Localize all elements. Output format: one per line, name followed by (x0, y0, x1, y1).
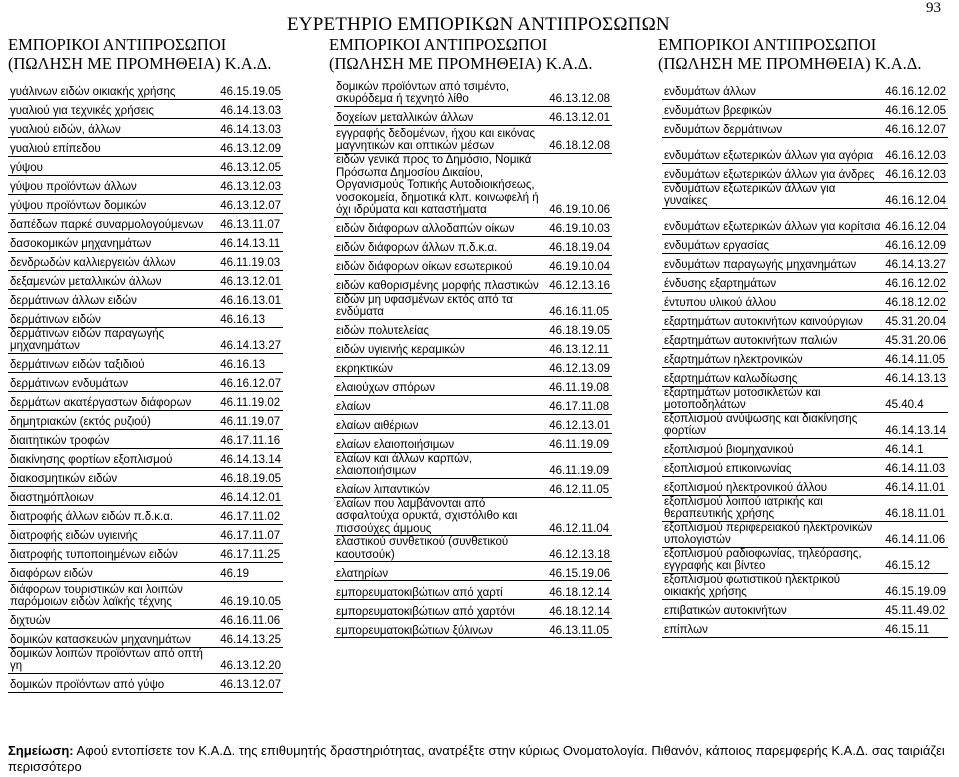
kad-code: 46.18.19.05 (547, 319, 612, 338)
activity-description: εκρηκτικών (334, 357, 547, 376)
kad-code: 46.15.11 (883, 618, 948, 637)
index-row (662, 208, 948, 234)
index-row (334, 357, 612, 376)
index-row (334, 619, 612, 638)
footnote (8, 743, 948, 775)
kad-code: 46.12.11.05 (547, 478, 612, 497)
index-row (334, 153, 612, 217)
kad-code: 46.16.12.07 (218, 372, 283, 391)
kad-code: 46.18.12.14 (547, 581, 612, 600)
index-row (662, 329, 948, 348)
activity-description: εξοπλισμού βιομηχανικού (662, 438, 883, 457)
activity-description: δεξαμενών μεταλλικών άλλων (8, 270, 218, 289)
kad-code: 46.18.12.14 (547, 600, 612, 619)
activity-description: διχτυών (8, 609, 218, 628)
activity-description: ειδών διάφορων οίκων εσωτερικού (334, 255, 547, 274)
kad-code: 46.16.11.06 (218, 609, 283, 628)
index-row (8, 673, 283, 692)
activity-description: δομικών προϊόντων από τσιμέντο, σκυρόδεμα ή τεχνητό λίθο (334, 80, 547, 106)
activity-description: ενδυμάτων εξωτερικών άλλων για κορίτσια (662, 208, 883, 234)
index-row (662, 310, 948, 329)
index-row (334, 478, 612, 497)
kad-code: 46.18.19.04 (547, 236, 612, 255)
activity-description: ενδυμάτων άλλων (662, 80, 883, 99)
activity-description: γύψου (8, 156, 218, 175)
index-row (334, 452, 612, 478)
index-row (8, 251, 283, 270)
index-row (662, 272, 948, 291)
activity-description: εξοπλισμού περιφερειακού ηλεκτρονικών υπολογιστών (662, 521, 883, 547)
activity-description: διαιτητικών τροφών (8, 429, 218, 448)
kad-code: 46.16.12.04 (883, 208, 948, 234)
activity-description: διακίνησης φορτίων εξοπλισμού (8, 448, 218, 467)
kad-code: 46.12.11.04 (547, 497, 612, 536)
activity-description: διατροφής τυποποιημένων ειδών (8, 543, 218, 562)
kad-code: 46.15.19.06 (547, 562, 612, 581)
index-row (662, 547, 948, 573)
activity-description: εξοπλισμού φωτιστικού ηλεκτρικού οικιακής χρήσης (662, 573, 883, 599)
index-row (662, 118, 948, 137)
kad-code: 46.19.10.04 (547, 255, 612, 274)
index-row (662, 599, 948, 618)
index-row (8, 213, 283, 232)
activity-description: ενδυμάτων βρεφικών (662, 99, 883, 118)
activity-description: ελαστικού συνθετικού (συνθετικού καουτσούκ) (334, 536, 547, 562)
activity-description: δημητριακών (εκτός ρυζιού) (8, 410, 218, 429)
index-row (8, 327, 283, 353)
kad-code: 46.17.11.02 (218, 505, 283, 524)
index-row (8, 99, 283, 118)
index-title: ΕΥΡΕΤΗΡΙΟ ΕΜΠΟΡΙΚΩΝ ΑΝΤΙΠΡΟΣΩΠΩΝ (287, 14, 670, 35)
kad-code: 46.16.12.04 (883, 182, 948, 208)
activity-description: εξοπλισμού ανύψωσης και διακίνησης φορτίων (662, 412, 883, 438)
kad-code: 46.19.10.05 (218, 581, 283, 609)
kad-code: 46.13.12.01 (218, 270, 283, 289)
kad-code: 46.14.13.14 (883, 412, 948, 438)
kad-code: 46.19 (218, 562, 283, 581)
kad-code: 46.14.13.14 (218, 448, 283, 467)
activity-description: ενδυμάτων εργασίας (662, 234, 883, 253)
kad-code: 46.14.12.01 (218, 486, 283, 505)
index-row (662, 618, 948, 637)
column-heading-line1: ΕΜΠΟΡΙΚΟΙ ΑΝΤΙΠΡΟΣΩΠΟΙ (8, 35, 227, 54)
activity-description: ενδυμάτων δερμάτινων (662, 118, 883, 137)
index-row (8, 80, 283, 99)
index-row (334, 562, 612, 581)
index-row (334, 433, 612, 452)
kad-code: 46.13.12.07 (218, 194, 283, 213)
index-row (8, 194, 283, 213)
index-row (334, 497, 612, 536)
index-row (8, 524, 283, 543)
index-table (8, 80, 283, 693)
kad-code: 46.13.12.01 (547, 106, 612, 125)
activity-description: ελαίων και άλλων καρπών, ελαιοποιήσιμων (334, 452, 547, 478)
index-row (334, 536, 612, 562)
activity-description: εξαρτημάτων ηλεκτρονικών (662, 348, 883, 367)
column-heading-line2: (ΠΩΛΗΣΗ ΜΕ ΠΡΟΜΗΘΕΙΑ) Κ.Α.Δ. (329, 54, 593, 73)
index-row (8, 543, 283, 562)
activity-description: διατροφής άλλων ειδών π.δ.κ.α. (8, 505, 218, 524)
index-row (8, 353, 283, 372)
kad-code: 46.13.12.05 (218, 156, 283, 175)
index-column-3 (662, 80, 948, 638)
index-row (662, 521, 948, 547)
index-row (334, 255, 612, 274)
activity-description: ειδών καθορισμένης μορφής πλαστικών (334, 274, 547, 293)
index-row (8, 391, 283, 410)
kad-code: 45.11.49.02 (883, 599, 948, 618)
kad-code: 46.15.19.05 (218, 80, 283, 99)
index-row (662, 412, 948, 438)
kad-code: 46.11.19.09 (547, 433, 612, 452)
page-number: 93 (926, 0, 941, 16)
kad-code: 46.16.12.03 (883, 163, 948, 182)
index-table (662, 80, 948, 638)
kad-code: 46.15.12 (883, 547, 948, 573)
kad-code: 46.11.19.03 (218, 251, 283, 270)
index-row (8, 270, 283, 289)
activity-description: γυαλιού επίπεδου (8, 137, 218, 156)
index-row (662, 386, 948, 412)
kad-code: 46.19.10.03 (547, 217, 612, 236)
activity-description: διαστημόπλοιων (8, 486, 218, 505)
column-heading-line1: ΕΜΠΟΡΙΚΟΙ ΑΝΤΙΠΡΟΣΩΠΟΙ (658, 35, 877, 54)
activity-description: ελαίων ελαιοποιήσιμων (334, 433, 547, 452)
activity-description: ελατηρίων (334, 562, 547, 581)
kad-code: 46.16.11.05 (547, 293, 612, 319)
index-row (8, 486, 283, 505)
activity-description: ειδών διάφορων αλλοδαπών οίκων (334, 217, 547, 236)
activity-description: διατροφής ειδών υγιεινής (8, 524, 218, 543)
kad-code: 46.16.12.03 (883, 137, 948, 163)
activity-description: ενδυμάτων εξωτερικών άλλων για άνδρες (662, 163, 883, 182)
activity-description: δοχείων μεταλλικών άλλων (334, 106, 547, 125)
index-row (334, 80, 612, 106)
index-row (662, 137, 948, 163)
kad-code: 46.14.13.11 (218, 232, 283, 251)
index-row (334, 581, 612, 600)
activity-description: εμπορευματοκιβώτιων από χαρτί (334, 581, 547, 600)
index-row (662, 495, 948, 521)
index-row (662, 348, 948, 367)
index-row (334, 600, 612, 619)
activity-description: δερμάτινων ειδών (8, 308, 218, 327)
index-row (8, 289, 283, 308)
activity-description: διάφορων τουριστικών και λοιπών παρόμοιων ειδών λαϊκής τέχνης (8, 581, 218, 609)
kad-code: 46.16.12.02 (883, 272, 948, 291)
kad-code: 46.12.13.18 (547, 536, 612, 562)
kad-code: 46.13.11.05 (547, 619, 612, 638)
activity-description: δαπέδων παρκέ συναρμολογούμενων (8, 213, 218, 232)
kad-code: 46.18.11.01 (883, 495, 948, 521)
kad-code: 46.14.11.06 (883, 521, 948, 547)
footnote-text: Αφού εντοπίσετε τον Κ.Α.Δ. της επιθυμητής δραστηριότητας, ανατρέξτε στην κύριως Ονοματολογία. Πιθανόν, κάποιος παρεμφερής Κ.Α.Δ. σας ταιριάζει περισσότερο (8, 743, 945, 774)
kad-code: 46.17.11.08 (547, 395, 612, 414)
kad-code: 46.11.19.07 (218, 410, 283, 429)
activity-description: ενδυμάτων παραγωγής μηχανημάτων (662, 253, 883, 272)
activity-description: διαφόρων ειδών (8, 562, 218, 581)
index-row (334, 106, 612, 125)
column-heading-line1: ΕΜΠΟΡΙΚΟΙ ΑΝΤΙΠΡΟΣΩΠΟΙ (329, 35, 548, 54)
activity-description: ένδυσης εξαρτημάτων (662, 272, 883, 291)
activity-description: διακοσμητικών ειδών (8, 467, 218, 486)
activity-description: εξαρτημάτων αυτοκινήτων καινούργιων (662, 310, 883, 329)
activity-description: δομικών προϊόντων από γύψο (8, 673, 218, 692)
kad-code: 46.12.13.09 (547, 357, 612, 376)
kad-code: 46.14.13.27 (883, 253, 948, 272)
index-row (662, 457, 948, 476)
kad-code: 46.11.19.02 (218, 391, 283, 410)
activity-description: δερμάτινων ενδυμάτων (8, 372, 218, 391)
kad-code: 46.14.1 (883, 438, 948, 457)
kad-code: 46.17.11.07 (218, 524, 283, 543)
kad-code: 45.31.20.06 (883, 329, 948, 348)
activity-description: ειδών γενικά προς το Δημόσιο, Νομικά Πρόσωπα Δημοσίου Δικαίου, Οργανισμούς Τοπικής Αυτοδιοικήσεως, νοσοκομεία, δημοτικά κλπ. κοινωφελή ή όχι ιδρύματα και καταστήματα (334, 153, 547, 217)
kad-code: 46.18.12.08 (547, 125, 612, 153)
index-row (334, 274, 612, 293)
activity-description: γυαλιού για τεχνικές χρήσεις (8, 99, 218, 118)
index-row (662, 253, 948, 272)
activity-description: εξαρτημάτων μοτοσικλετών και μοτοποδηλάτων (662, 386, 883, 412)
index-row (334, 125, 612, 153)
index-column-1 (8, 80, 283, 693)
kad-code: 46.14.11.03 (883, 457, 948, 476)
kad-code: 46.13.11.07 (218, 213, 283, 232)
kad-code: 46.16.13 (218, 353, 283, 372)
kad-code: 46.11.19.08 (547, 376, 612, 395)
kad-code: 46.14.13.13 (883, 367, 948, 386)
index-row (8, 647, 283, 673)
activity-description: δενδρωδών καλλιεργειών άλλων (8, 251, 218, 270)
activity-description: εξοπλισμού ηλεκτρονικού άλλου (662, 476, 883, 495)
activity-description: εξοπλισμού επικοινωνίας (662, 457, 883, 476)
index-row (8, 175, 283, 194)
column-heading-1 (8, 35, 272, 73)
activity-description: ελαιούχων σπόρων (334, 376, 547, 395)
kad-code: 46.16.12.05 (883, 99, 948, 118)
kad-code: 46.14.13.03 (218, 118, 283, 137)
index-row (334, 217, 612, 236)
index-row (334, 414, 612, 433)
kad-code: 46.13.12.09 (218, 137, 283, 156)
index-row (8, 308, 283, 327)
activity-description: εξαρτημάτων καλωδίωσης (662, 367, 883, 386)
kad-code: 46.17.11.16 (218, 429, 283, 448)
kad-code: 46.14.11.05 (883, 348, 948, 367)
kad-code: 45.40.4 (883, 386, 948, 412)
index-row (334, 395, 612, 414)
activity-description: δερμάτινων ειδών παραγωγής μηχανημάτων (8, 327, 218, 353)
column-heading-2 (329, 35, 593, 73)
column-heading-3 (658, 35, 922, 73)
kad-code: 46.12.13.16 (547, 274, 612, 293)
activity-description: ενδυμάτων εξωτερικών άλλων για γυναίκες (662, 182, 883, 208)
index-row (8, 467, 283, 486)
activity-description: δομικών λοιπών προϊόντων από οπτή γη (8, 647, 218, 673)
index-row (662, 163, 948, 182)
index-row (8, 581, 283, 609)
activity-description: έντυπου υλικού άλλου (662, 291, 883, 310)
index-row (8, 609, 283, 628)
index-table (334, 80, 612, 638)
activity-description: ειδών πολυτελείας (334, 319, 547, 338)
activity-description: εμπορευματοκιβώτιων από χαρτόνι (334, 600, 547, 619)
index-row (662, 234, 948, 253)
activity-description: επιβατικών αυτοκινήτων (662, 599, 883, 618)
index-column-2 (334, 80, 612, 638)
activity-description: ειδών διάφορων άλλων π.δ.κ.α. (334, 236, 547, 255)
activity-description: γύψου προϊόντων δομικών (8, 194, 218, 213)
index-row (662, 182, 948, 208)
index-row (8, 628, 283, 647)
kad-code: 46.13.12.03 (218, 175, 283, 194)
kad-code: 46.11.19.09 (547, 452, 612, 478)
activity-description: γύψου προϊόντων άλλων (8, 175, 218, 194)
kad-code: 46.13.12.07 (218, 673, 283, 692)
index-row (334, 236, 612, 255)
activity-description: εμπορευματοκιβώτιων ξύλινων (334, 619, 547, 638)
index-row (8, 562, 283, 581)
activity-description: ελαίων αιθέριων (334, 414, 547, 433)
kad-code: 46.18.19.05 (218, 467, 283, 486)
activity-description: ελαίων λιπαντικών (334, 478, 547, 497)
index-row (8, 118, 283, 137)
index-row (334, 293, 612, 319)
kad-code: 46.17.11.25 (218, 543, 283, 562)
activity-description: επίπλων (662, 618, 883, 637)
activity-description: ελαίων (334, 395, 547, 414)
activity-description: εξοπλισμού ραδιοφωνίας, τηλεόρασης, εγγραφής και βίντεο (662, 547, 883, 573)
kad-code: 46.14.13.03 (218, 99, 283, 118)
index-row (8, 429, 283, 448)
activity-description: εξαρτημάτων αυτοκινήτων παλιών (662, 329, 883, 348)
kad-code: 46.18.12.02 (883, 291, 948, 310)
activity-description: εξοπλισμού λοιπού ιατρικής και θεραπευτικής χρήσης (662, 495, 883, 521)
kad-code: 46.16.12.02 (883, 80, 948, 99)
index-row (8, 156, 283, 175)
kad-code: 46.16.12.09 (883, 234, 948, 253)
kad-code: 46.16.12.07 (883, 118, 948, 137)
activity-description: γυάλινων ειδών οικιακής χρήσης (8, 80, 218, 99)
index-row (8, 232, 283, 251)
index-row (662, 291, 948, 310)
index-row (8, 137, 283, 156)
kad-code: 46.14.13.27 (218, 327, 283, 353)
activity-description: δερμάτινων ειδών ταξιδιού (8, 353, 218, 372)
activity-description: ειδών μη υφασμένων εκτός από τα ενδύματα (334, 293, 547, 319)
kad-code: 45.31.20.04 (883, 310, 948, 329)
kad-code: 46.13.12.08 (547, 80, 612, 106)
kad-code: 46.13.12.11 (547, 338, 612, 357)
activity-description: γυαλιού ειδών, άλλων (8, 118, 218, 137)
footnote-label: Σημείωση: (8, 743, 74, 758)
index-row (334, 338, 612, 357)
kad-code: 46.16.13.01 (218, 289, 283, 308)
activity-description: ειδών υγιεινής κεραμικών (334, 338, 547, 357)
activity-description: δερμάτινων άλλων ειδών (8, 289, 218, 308)
index-row (8, 372, 283, 391)
activity-description: ενδυμάτων εξωτερικών άλλων για αγόρια (662, 137, 883, 163)
activity-description: ελαίων που λαμβάνονται από ασφαλτούχα ορυκτά, σχιστόλιθο και πισσούχες άμμους (334, 497, 547, 536)
column-heading-line2: (ΠΩΛΗΣΗ ΜΕ ΠΡΟΜΗΘΕΙΑ) Κ.Α.Δ. (8, 54, 272, 73)
index-row (8, 448, 283, 467)
kad-code: 46.16.13 (218, 308, 283, 327)
index-row (334, 376, 612, 395)
index-row (662, 99, 948, 118)
index-row (662, 80, 948, 99)
activity-description: δερμάτων ακατέργαστων διάφορων (8, 391, 218, 410)
index-row (662, 367, 948, 386)
index-row (8, 410, 283, 429)
kad-code: 46.19.10.06 (547, 153, 612, 217)
activity-description: δομικών κατασκευών μηχανημάτων (8, 628, 218, 647)
kad-code: 46.15.19.09 (883, 573, 948, 599)
index-row (334, 319, 612, 338)
index-row (662, 438, 948, 457)
activity-description: δασοκομικών μηχανημάτων (8, 232, 218, 251)
kad-code: 46.14.11.01 (883, 476, 948, 495)
index-row (662, 573, 948, 599)
index-row (662, 476, 948, 495)
index-row (8, 505, 283, 524)
kad-code: 46.13.12.20 (218, 647, 283, 673)
activity-description: εγγραφής δεδομένων, ήχου και εικόνας μαγνητικών και οπτικών μέσων (334, 125, 547, 153)
kad-code: 46.14.13.25 (218, 628, 283, 647)
column-heading-line2: (ΠΩΛΗΣΗ ΜΕ ΠΡΟΜΗΘΕΙΑ) Κ.Α.Δ. (658, 54, 922, 73)
kad-code: 46.12.13.01 (547, 414, 612, 433)
